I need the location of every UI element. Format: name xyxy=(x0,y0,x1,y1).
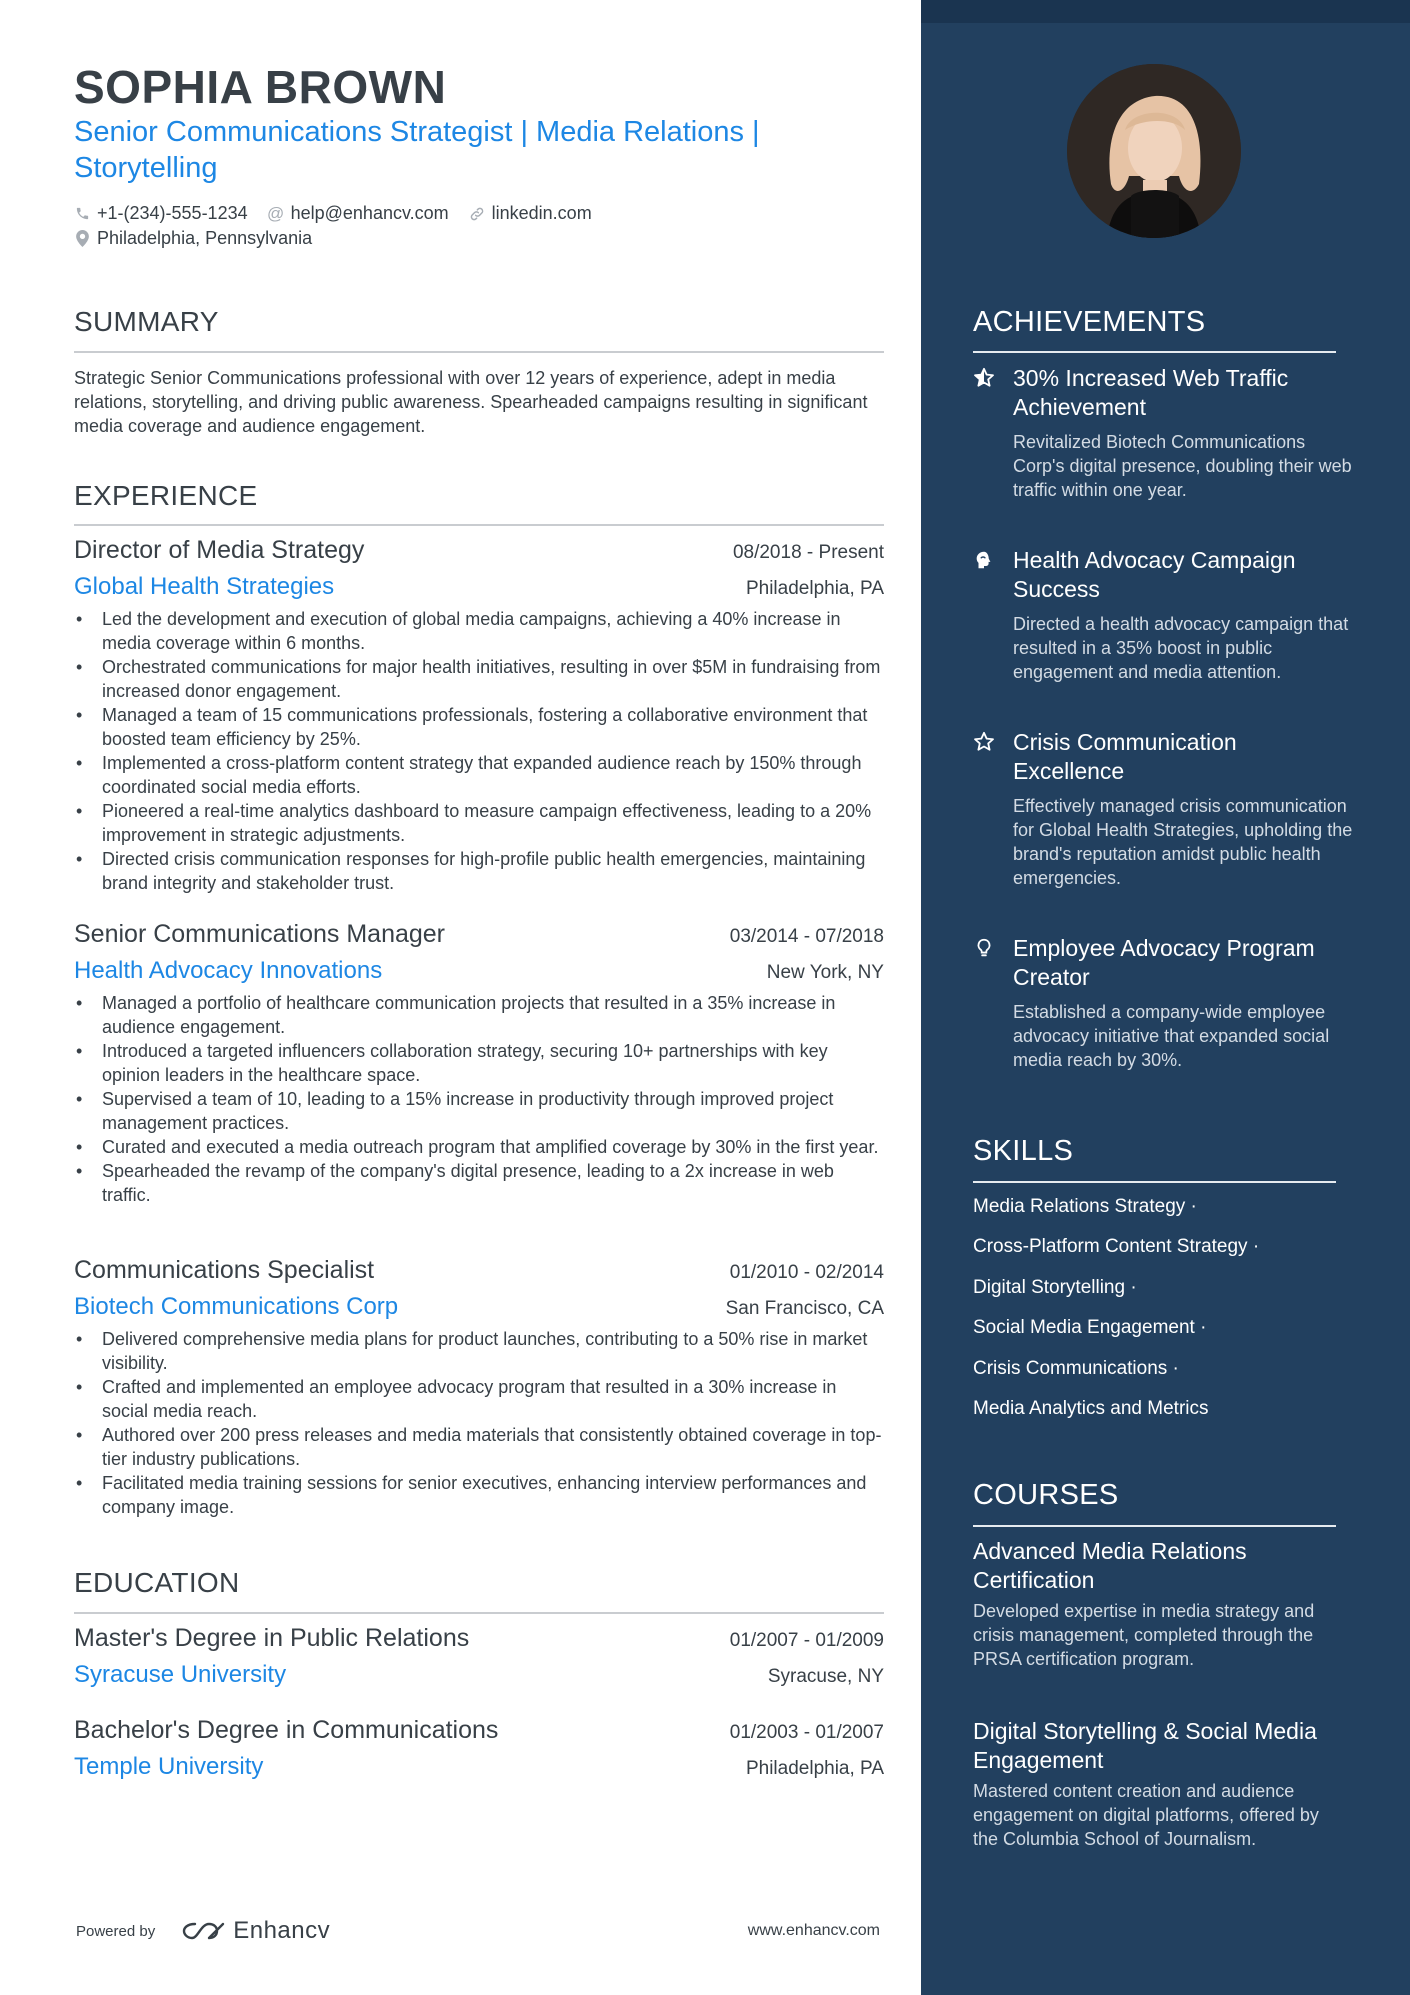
star-half-icon xyxy=(973,367,995,391)
bullet-item: • Managed a team of 15 communications professionals, fostering a collaborative environment that boosted team efficiency by 25%. xyxy=(74,703,884,751)
courses-title: COURSES xyxy=(973,1479,1119,1511)
education-entry xyxy=(74,1624,884,1689)
education-date: 01/2007 - 01/2009 xyxy=(729,1630,884,1651)
course-item xyxy=(973,1717,1343,1851)
summary-title: SUMMARY xyxy=(74,306,219,337)
email-item[interactable] xyxy=(268,203,449,224)
at-icon: @ xyxy=(266,203,285,223)
achievements-rule xyxy=(973,351,1336,353)
bullet-item: • Pioneered a real-time analytics dashboard to measure campaign effectiveness, leading to a 20% improvement in strategic adjustments. xyxy=(74,799,884,847)
job-company: Health Advocacy Innovations xyxy=(74,957,383,984)
job-location: New York, NY xyxy=(766,962,884,983)
lightbulb-icon xyxy=(973,937,995,961)
headline: Senior Communications Strategist | Media Relations | Storytelling xyxy=(74,116,760,184)
phone-icon xyxy=(74,205,90,223)
course-desc: Developed expertise in media strategy and crisis management, completed through the PRSA certification program. xyxy=(973,1601,1315,1669)
school-location: Philadelphia, PA xyxy=(745,1758,884,1779)
email-text[interactable]: help@enhancv.com xyxy=(290,203,449,223)
summary-rule xyxy=(74,351,884,353)
achievement-desc: Directed a health advocacy campaign that resulted in a 35% boost in public engagement and media attention. xyxy=(1013,614,1349,682)
powered-by xyxy=(76,1917,330,1945)
job-entry xyxy=(74,536,884,895)
bullet-item: • Curated and executed a media outreach program that amplified coverage by 30% in the first year. xyxy=(74,1135,884,1159)
school: Temple University xyxy=(74,1753,264,1780)
job-date: 01/2010 - 02/2014 xyxy=(729,1262,884,1283)
achievements-title: ACHIEVEMENTS xyxy=(973,306,1206,338)
bullet-item: • Authored over 200 press releases and media materials that consistently obtained coverage in top-tier industry publications. xyxy=(74,1423,884,1471)
bullet-item: • Facilitated media training sessions for senior executives, enhancing interview performances and company image. xyxy=(74,1471,884,1519)
job-date: 03/2014 - 07/2018 xyxy=(729,926,884,947)
phone-text: +1-(234)-555-1234 xyxy=(97,203,248,223)
job-role: Senior Communications Manager xyxy=(74,920,446,948)
bullet-item: • Implemented a cross-platform content strategy that expanded audience reach by 150% through coordinated social media efforts. xyxy=(74,751,884,799)
school: Syracuse University xyxy=(74,1661,287,1688)
job-bullets xyxy=(74,991,884,1207)
footer xyxy=(76,1917,880,1945)
location-pin-icon xyxy=(74,230,90,248)
job-company: Global Health Strategies xyxy=(74,573,335,600)
summary-text: Strategic Senior Communications professional with over 12 years of experience, adept in media relations, storytelling, and driving public awareness. Spearheaded campaigns resulting in significant media coverage and audience engagement. xyxy=(74,368,868,436)
skills-rule xyxy=(973,1181,1336,1183)
job-entry xyxy=(74,920,884,1207)
sidebar xyxy=(921,0,1410,1995)
achievement-title: Employee Advocacy Program Creator xyxy=(1013,935,1315,990)
job-location: Philadelphia, PA xyxy=(745,578,884,599)
education-title: EDUCATION xyxy=(74,1567,240,1598)
achievement-title: 30% Increased Web Traffic Achievement xyxy=(1013,365,1289,420)
location-item xyxy=(74,228,312,249)
sidebar-top-band xyxy=(921,0,1410,23)
footer-site[interactable]: www.enhancv.com xyxy=(747,1922,880,1939)
enhancv-logo-icon xyxy=(181,1920,227,1942)
bullet-item: • Spearheaded the revamp of the company's digital presence, leading to a 2x increase in web traffic. xyxy=(74,1159,884,1207)
course-desc: Mastered content creation and audience engagement on digital platforms, offered by the Columbia School of Journalism. xyxy=(973,1781,1319,1849)
degree: Master's Degree in Public Relations xyxy=(74,1624,470,1652)
experience-title: EXPERIENCE xyxy=(74,480,258,511)
achievement-title: Health Advocacy Campaign Success xyxy=(1013,547,1296,602)
job-date: 08/2018 - Present xyxy=(732,542,884,563)
bullet-item: • Led the development and execution of global media campaigns, achieving a 40% increase in media coverage within 6 months. xyxy=(74,607,884,655)
brain-icon xyxy=(973,549,995,573)
achievement-item xyxy=(973,728,1353,890)
skill-item: Media Relations Strategy · xyxy=(973,1196,1197,1217)
location-text: Philadelphia, Pennsylvania xyxy=(97,228,313,248)
course-item xyxy=(973,1537,1343,1671)
skill-item: Media Analytics and Metrics xyxy=(973,1398,1209,1419)
achievement-item xyxy=(973,934,1353,1072)
skill-item: Digital Storytelling · xyxy=(973,1277,1137,1298)
skill-item: Social Media Engagement · xyxy=(973,1317,1207,1338)
achievement-item xyxy=(973,364,1353,502)
linkedin-item[interactable] xyxy=(469,203,592,224)
job-role: Director of Media Strategy xyxy=(74,536,365,564)
candidate-name: SOPHIA BROWN xyxy=(74,61,447,113)
bullet-item: • Supervised a team of 10, leading to a 15% increase in productivity through improved project management practices. xyxy=(74,1087,884,1135)
job-bullets xyxy=(74,607,884,895)
school-location: Syracuse, NY xyxy=(767,1666,884,1687)
profile-photo xyxy=(1067,64,1241,238)
job-location: San Francisco, CA xyxy=(725,1298,884,1319)
powered-by-label: Powered by xyxy=(76,1922,156,1940)
brand-name: Enhancv xyxy=(233,1917,331,1944)
contact-row xyxy=(74,203,612,224)
achievement-desc: Revitalized Biotech Communications Corp's digital presence, doubling their web traffic within one year. xyxy=(1013,432,1352,500)
course-title: Advanced Media Relations Certification xyxy=(973,1538,1247,1593)
skill-item: Crisis Communications · xyxy=(973,1358,1179,1379)
location-row xyxy=(74,228,332,249)
job-entry xyxy=(74,1256,884,1519)
courses-rule xyxy=(973,1525,1336,1527)
phone-item xyxy=(74,203,248,224)
skills-title: SKILLS xyxy=(973,1135,1074,1167)
bullet-item: • Crafted and implemented an employee advocacy program that resulted in a 30% increase in social media reach. xyxy=(74,1375,884,1423)
job-company: Biotech Communications Corp xyxy=(74,1293,399,1320)
achievement-desc: Established a company-wide employee advocacy initiative that expanded social media reach by 30%. xyxy=(1013,1002,1330,1070)
linkedin-text[interactable]: linkedin.com xyxy=(491,203,592,223)
bullet-item: • Orchestrated communications for major health initiatives, resulting in over $5M in fundraising from increased donor engagement. xyxy=(74,655,884,703)
education-rule xyxy=(74,1612,884,1614)
bullet-item: • Introduced a targeted influencers collaboration strategy, securing 10+ partnerships with key opinion leaders in the healthcare space. xyxy=(74,1039,884,1087)
course-title: Digital Storytelling & Social Media Engagement xyxy=(973,1718,1317,1773)
achievement-item xyxy=(973,546,1353,684)
degree: Bachelor's Degree in Communications xyxy=(74,1716,499,1744)
achievement-desc: Effectively managed crisis communication for Global Health Strategies, upholding the brand's reputation amidst public health emergencies. xyxy=(1013,796,1353,888)
achievement-title: Crisis Communication Excellence xyxy=(1013,729,1237,784)
bullet-item: • Directed crisis communication responses for high-profile public health emergencies, maintaining brand integrity and stakeholder trust. xyxy=(74,847,884,895)
link-icon xyxy=(469,205,485,223)
star-outline-icon xyxy=(973,731,995,755)
bullet-item: • Delivered comprehensive media plans for product launches, contributing to a 50% rise in market visibility. xyxy=(74,1327,884,1375)
experience-rule xyxy=(74,524,884,526)
education-date: 01/2003 - 01/2007 xyxy=(729,1722,884,1743)
job-role: Communications Specialist xyxy=(74,1256,375,1284)
skill-item: Cross-Platform Content Strategy · xyxy=(973,1236,1260,1257)
education-entry xyxy=(74,1716,884,1781)
job-bullets xyxy=(74,1327,884,1519)
bullet-item: • Managed a portfolio of healthcare communication projects that resulted in a 35% increase in audience engagement. xyxy=(74,991,884,1039)
